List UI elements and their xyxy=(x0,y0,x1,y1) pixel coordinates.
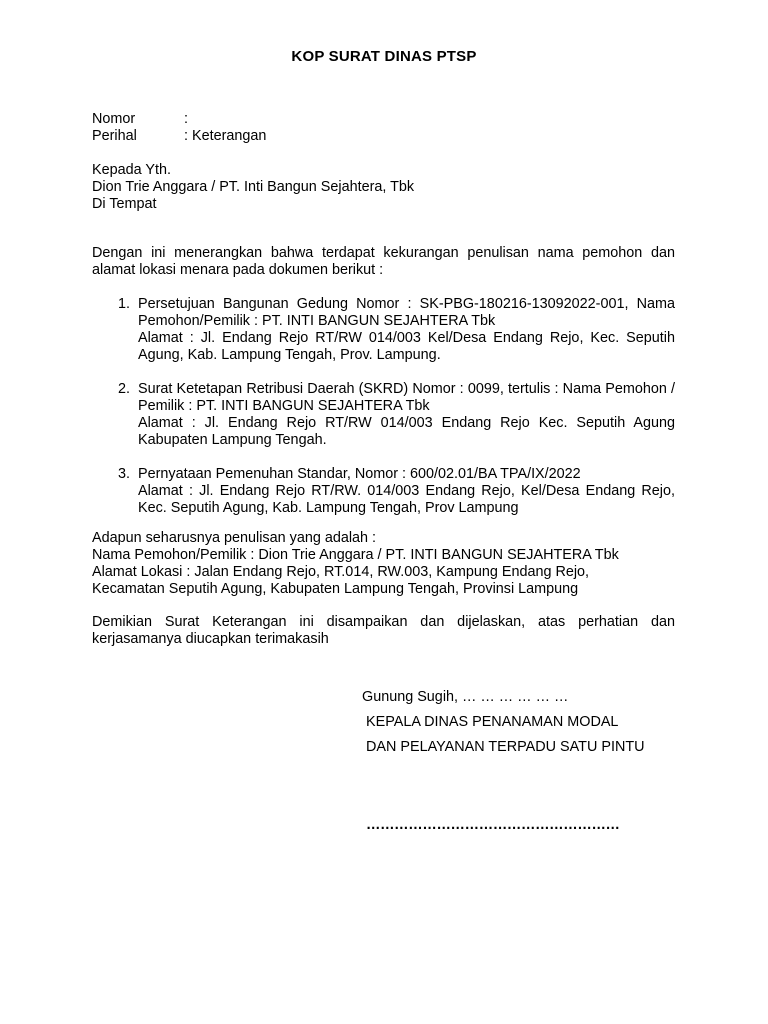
signature-place-date: Gunung Sugih, … … … … … … xyxy=(362,689,569,705)
correction-name: Nama Pemohon/Pemilik : Dion Trie Anggara / PT. INTI BANGUN SEJAHTERA Tbk xyxy=(92,547,619,563)
list-item-address: Alamat : Jl. Endang Rejo RT/RW 014/003 Endang Rejo Kec. Seputih Agung Kabupaten Lampung Tengah. xyxy=(138,415,675,448)
letterhead-title: KOP SURAT DINAS PTSP xyxy=(291,48,477,65)
list-item-address: Alamat : Jl. Endang Rejo RT/RW. 014/003 Endang Rejo, Kel/Desa Endang Rejo, Kec. Seputih Agung, Kab. Lampung Tengah, Prov Lampung xyxy=(138,483,675,516)
perihal-row xyxy=(92,128,266,145)
recipient-place: Di Tempat xyxy=(92,196,157,212)
recipient-name: Dion Trie Anggara / PT. Inti Bangun Sejahtera, Tbk xyxy=(92,179,415,195)
document-list xyxy=(92,296,675,534)
list-item-address: Alamat : Jl. Endang Rejo RT/RW 014/003 Kel/Desa Endang Rejo, Kec. Seputih Agung, Kab. Lampung Tengah, Prov. Lampung. xyxy=(138,330,675,363)
list-item-number: 2. xyxy=(117,381,130,397)
recipient-block xyxy=(92,162,414,213)
signature-name-placeholder: ……………………………………………… xyxy=(366,817,620,833)
signature-office-line-1: KEPALA DINAS PENANAMAN MODAL xyxy=(366,714,619,730)
list-item-number: 1. xyxy=(117,296,130,312)
list-item-body xyxy=(138,466,675,517)
recipient-greeting: Kepada Yth. xyxy=(92,162,171,178)
list-item-title: Persetujuan Bangunan Gedung Nomor : SK-PBG-180216-13092022-001, Nama Pemohon/Pemilik : PT. INTI BANGUN SEJAHTERA Tbk xyxy=(138,296,675,329)
list-item-title: Pernyataan Pemenuhan Standar, Nomor : 600/02.01/BA TPA/IX/2022 xyxy=(138,466,581,482)
nomor-value: : xyxy=(184,111,188,127)
correction-paragraph xyxy=(92,530,675,598)
list-item-title: Surat Ketetapan Retribusi Daerah (SKRD) Nomor : 0099, tertulis : Nama Pemohon / Pemilik : PT. INTI BANGUN SEJAHTERA Tbk xyxy=(138,381,675,414)
list-item xyxy=(92,381,675,449)
list-item xyxy=(92,296,675,364)
correction-address-1: Alamat Lokasi : Jalan Endang Rejo, RT.014, RW.003, Kampung Endang Rejo, xyxy=(92,564,590,580)
closing-paragraph: Demikian Surat Keterangan ini disampaikan dan dijelaskan, atas perhatian dan kerjasamanya diucapkan terimakasih xyxy=(92,614,675,647)
list-item-number: 3. xyxy=(117,466,130,482)
letter-meta xyxy=(92,111,266,145)
intro-paragraph: Dengan ini menerangkan bahwa terdapat kekurangan penulisan nama pemohon dan alamat lokasi menara pada dokumen berikut : xyxy=(92,245,675,278)
correction-address-2: Kecamatan Seputih Agung, Kabupaten Lampung Tengah, Provinsi Lampung xyxy=(92,581,579,597)
signature-office-line-2: DAN PELAYANAN TERPADU SATU PINTU xyxy=(366,739,645,755)
perihal-value: : Keterangan xyxy=(184,128,267,144)
correction-intro: Adapun seharusnya penulisan yang adalah : xyxy=(92,530,377,546)
list-item-body xyxy=(138,381,675,449)
list-item-body xyxy=(138,296,675,364)
perihal-label: Perihal xyxy=(92,128,137,144)
nomor-label: Nomor xyxy=(92,111,136,127)
list-item xyxy=(92,466,675,517)
nomor-row xyxy=(92,111,266,128)
